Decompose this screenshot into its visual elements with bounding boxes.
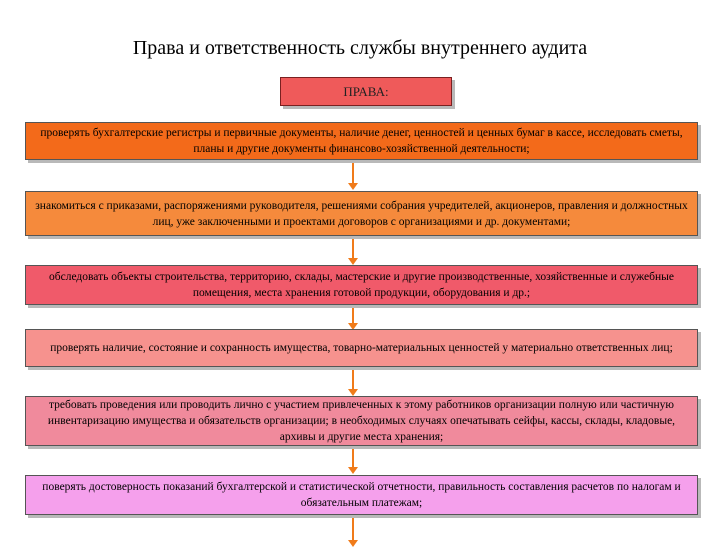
rights-item-5-text: требовать проведения или проводить лично с участием привлеченных к этому работников организации полную или частичную инвентаризацию имущества и обязательств организации; в необходимых случаях опечатывать сейфы, кассы, склады, кладовые, архивы и другие места хранения; xyxy=(47,399,676,443)
rights-item-5 xyxy=(25,396,698,446)
rights-header: ПРАВА: xyxy=(280,77,452,106)
rights-item-1 xyxy=(25,122,698,160)
rights-item-2-text: знакомиться с приказами, распоряжениями руководителя, решениями собрания учредителей, акционеров, правления и должностных лиц, уже заключенными и проектами договоров с организациями и др. документами; xyxy=(35,199,688,228)
arrow-down-5 xyxy=(352,449,354,467)
rights-item-4-text: проверять наличие, состояние и сохранность имущества, товарно-материальных ценностей у материально ответственных лиц; xyxy=(50,342,673,354)
arrow-down-6 xyxy=(352,518,354,540)
arrow-down-3 xyxy=(352,308,354,323)
arrow-down-4 xyxy=(352,370,354,389)
arrow-down-2 xyxy=(352,239,354,258)
rights-item-2 xyxy=(25,191,698,236)
rights-item-6 xyxy=(25,475,698,515)
rights-item-3 xyxy=(25,265,698,305)
rights-item-6-text: поверять достоверность показаний бухгалтерской и статистической отчетности, правильность составления расчетов по налогам и обязательным платежам; xyxy=(42,481,681,509)
rights-item-1-text: проверять бухгалтерские регистры и первичные документы, наличие денег, ценностей и ценных бумаг в кассе, исследовать сметы, планы и другие документы финансово-хозяйственной деятельности; xyxy=(40,127,683,155)
rights-item-3-text: обследовать объекты строительства, территорию, склады, мастерские и другие производственные, хозяйственные и служебные помещения, места хранения готовой продукции, оборудования и др.; xyxy=(49,271,674,299)
arrow-down-1 xyxy=(352,163,354,183)
rights-item-4 xyxy=(25,329,698,367)
page-title: Права и ответственность службы внутреннего аудита xyxy=(132,37,588,59)
